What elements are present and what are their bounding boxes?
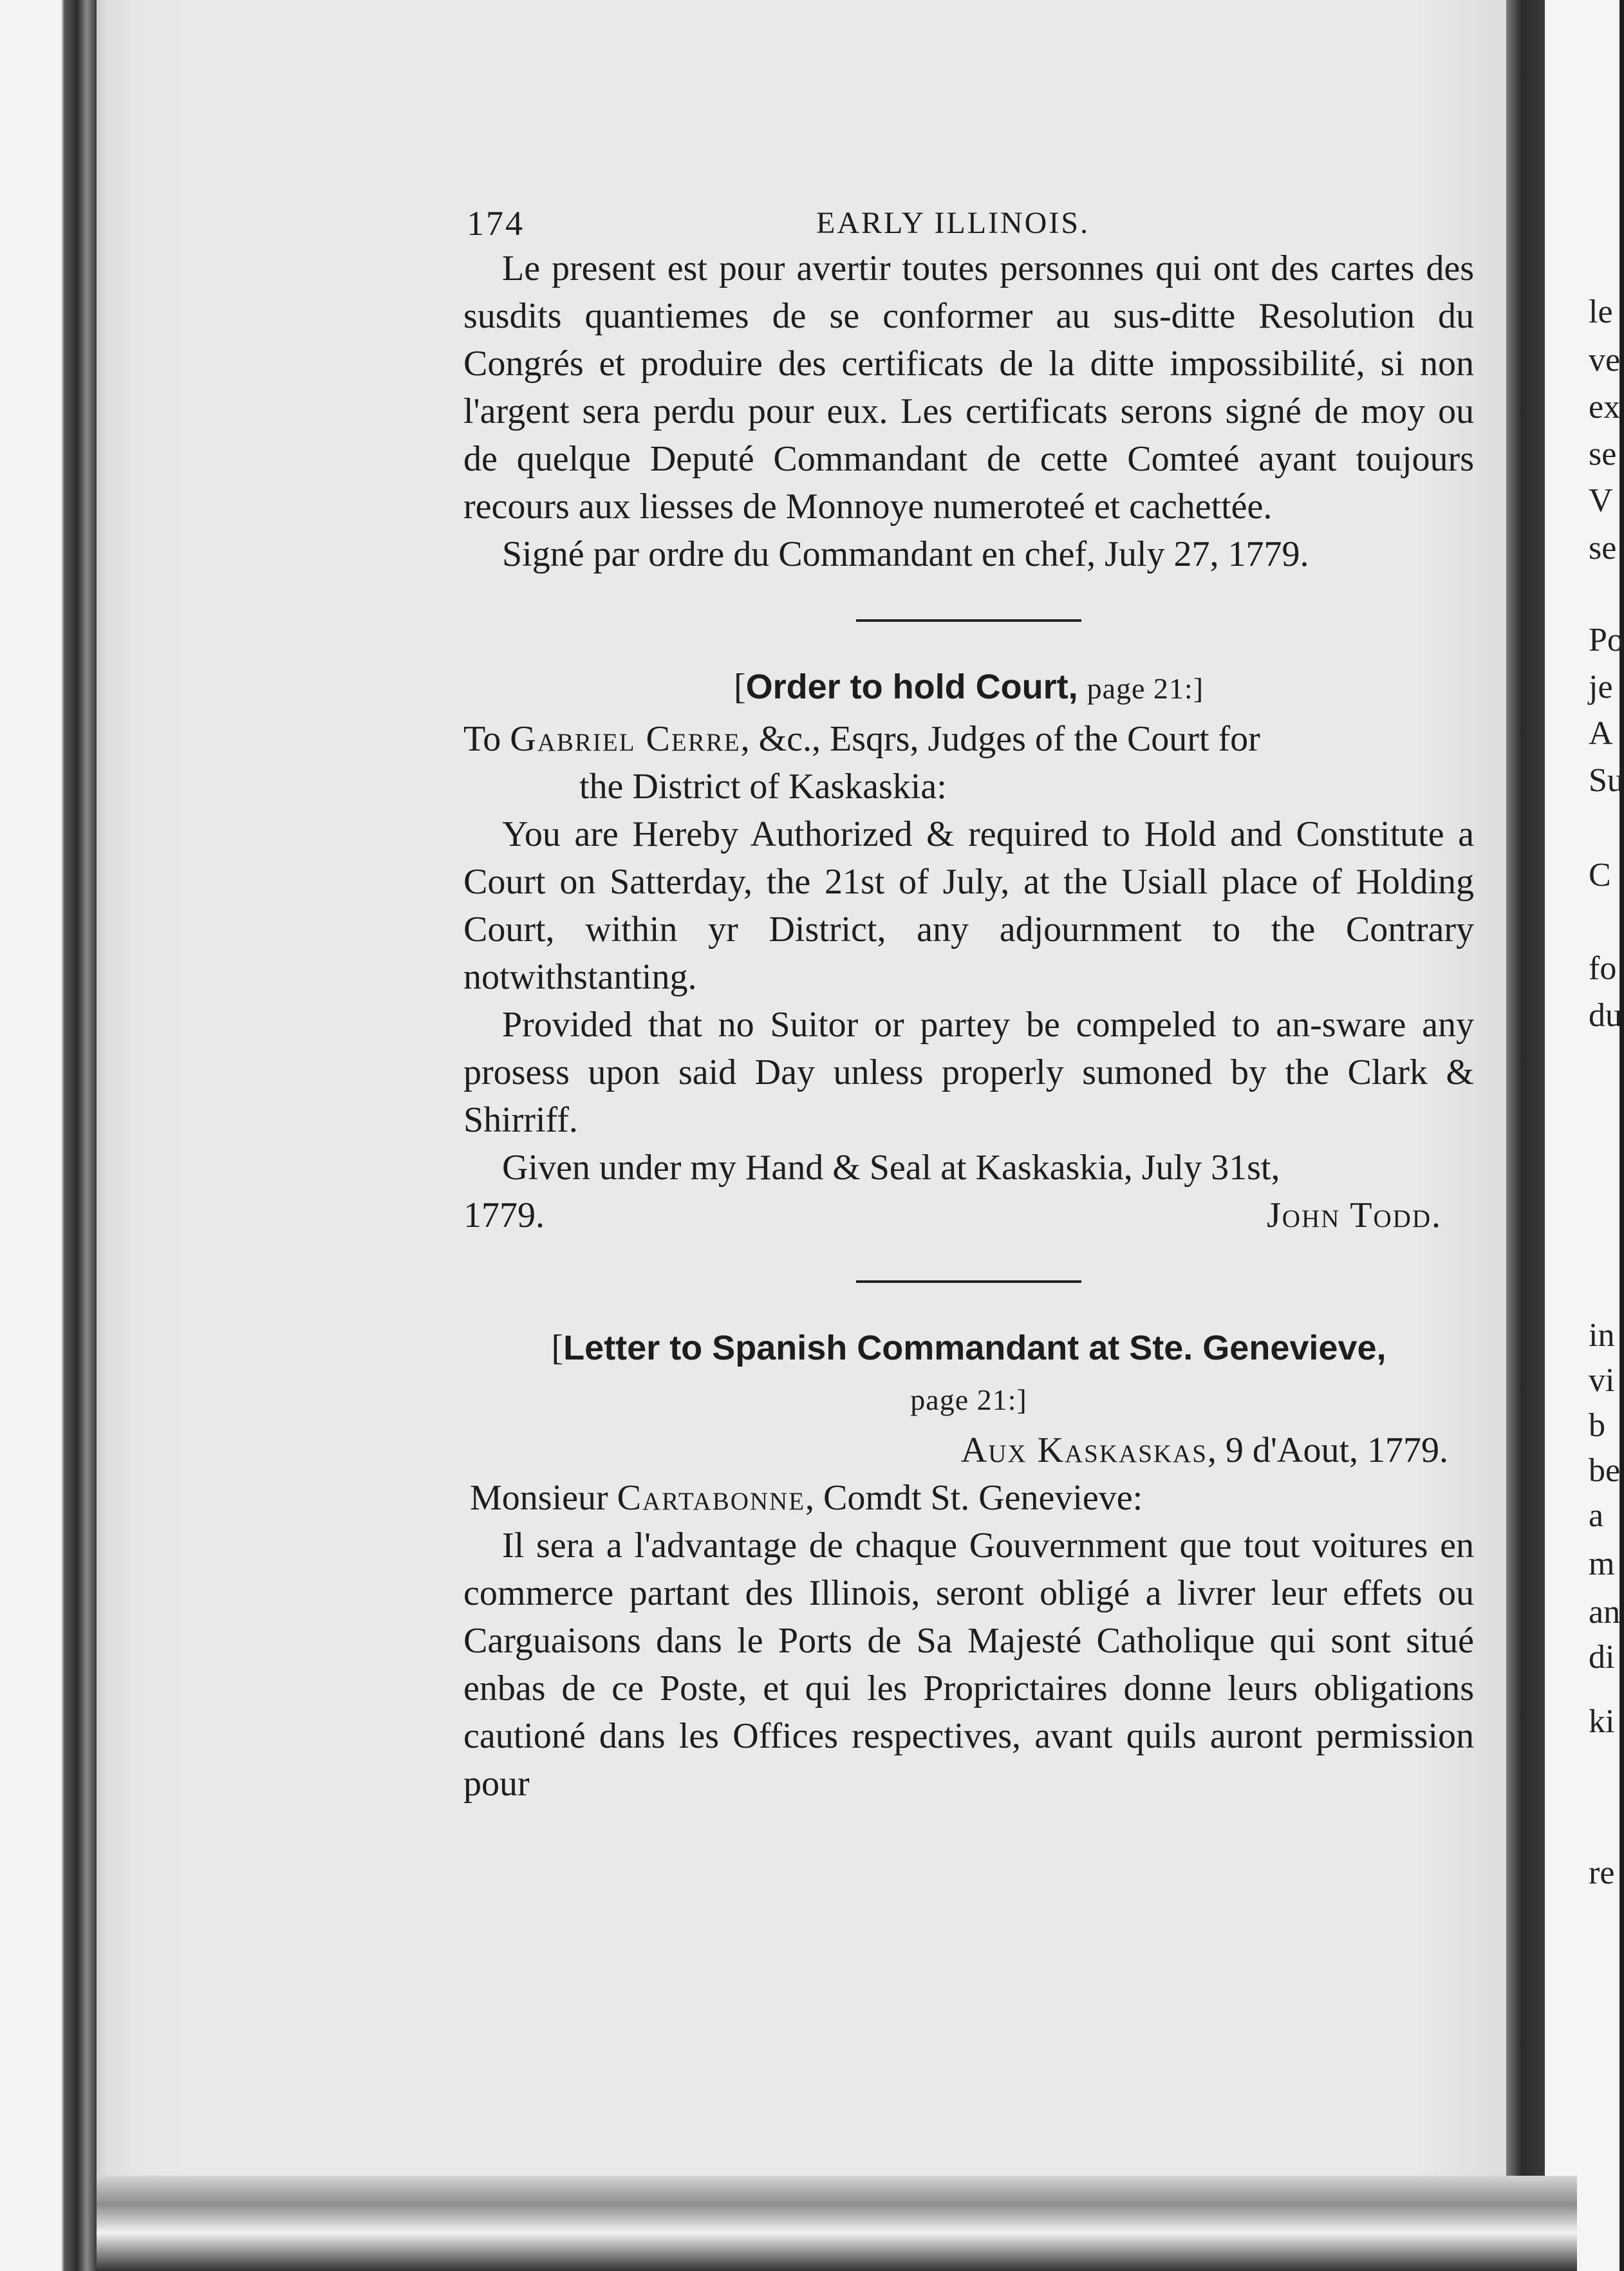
facing-fragment: V: [1589, 482, 1613, 519]
court-order-signature-row: [463, 1192, 1474, 1239]
proclamation-section: [463, 245, 1474, 578]
page-edge: [97, 0, 109, 2271]
court-order-district: the District of Kaskaskia:: [579, 767, 947, 807]
facing-fragment: se: [1589, 530, 1617, 566]
proclamation-signature: Signé par ordre du Commandant en chef, July 27, 1779.: [502, 534, 1309, 574]
court-order-page-ref: page 21:]: [1087, 672, 1204, 705]
court-order-paragraph: You are Hereby Authorized & required to Hold and Constitute a Court on Satterday, the 21st of July, at the Usiall place of Holding Court, within yr District, any adjournment to the Contrary notwithstanting.: [463, 814, 1474, 997]
facing-fragment: A: [1589, 715, 1613, 752]
facing-fragment: Po: [1589, 622, 1624, 659]
court-order-year: 1779.: [463, 1195, 545, 1235]
facing-fragment: di: [1589, 1639, 1615, 1676]
proclamation-paragraph: Le present est pour avertir toutes personnes qui ont des cartes des susdits quantiemes de se conformer au sus-ditte Resolution du Congrés et produire des certificats de la ditte impossibilité, si non l'argent sera perdu pour eux. Les certificats serons signé de moy ou de quelque Deputé Commandant de cette Comteé ayant toujours recours aux liesses de Monnoye numeroteé et cachettée.: [463, 248, 1474, 527]
page-content: [463, 187, 1474, 1808]
court-order-title: Order to hold Court,: [745, 668, 1078, 706]
section-divider: [856, 619, 1081, 622]
facing-fragment: in: [1589, 1317, 1615, 1354]
facing-fragment: vi: [1589, 1362, 1615, 1399]
letter-page-ref-line: [463, 1374, 1474, 1424]
letter-salutation: Monsieur Cartabonne, Comdt St. Genevieve:: [470, 1478, 1143, 1518]
facing-fragment: ki: [1589, 1703, 1615, 1740]
letter-title: Letter to Spanish Commandant at Ste. Genevieve,: [563, 1329, 1386, 1367]
facing-fragment: je: [1589, 669, 1613, 706]
court-order-heading: [Order to hold Court, page 21:]: [733, 667, 1204, 707]
facing-fragment: le: [1589, 294, 1613, 330]
letter-dateline: Aux Kaskaskas, 9 d'Aout, 1779.: [960, 1430, 1448, 1470]
facing-fragment: b: [1589, 1407, 1605, 1444]
spanish-letter-section: [463, 1324, 1474, 1808]
court-order-addressee: To Gabriel Cerre, &c., Esqrs, Judges of the Court for: [463, 719, 1260, 759]
facing-fragment: C: [1589, 857, 1611, 893]
facing-fragment: re: [1589, 1855, 1615, 1891]
court-order-signature: John Todd.: [1267, 1195, 1442, 1235]
binding-shadow: [0, 0, 97, 2271]
court-order-section: [463, 663, 1474, 1239]
book-gutter: [1506, 0, 1545, 2271]
letter-heading: [Letter to Spanish Commandant at Ste. Genevieve,: [551, 1328, 1386, 1368]
facing-fragment: a: [1589, 1497, 1604, 1534]
court-order-given: Given under my Hand & Seal at Kaskaskia, July 31st,: [502, 1148, 1280, 1188]
court-order-proviso: Provided that no Suitor or partey be compeled to an-sware any prosess upon said Day unless properly sumoned by the Clark & Shirriff.: [463, 1005, 1474, 1140]
running-title: EARLY ILLINOIS.: [816, 206, 1090, 240]
letter-paragraph: Il sera a l'advantage de chaque Gouvernment que tout voitures en commerce partant des Illinois, seront obligé a livrer leur effets ou Carguaisons dans le Ports de Sa Majesté Catholique qui sont situé enbas de ce Poste, et qui les Proprictaires donne leurs obligations cautioné dans les Offices respectives, avant quils auront permission pour: [463, 1526, 1474, 1804]
facing-fragment: be: [1589, 1452, 1621, 1489]
page-number: 174: [467, 204, 525, 243]
facing-fragment: m: [1589, 1546, 1615, 1582]
letter-page-ref: page 21:]: [910, 1383, 1027, 1416]
facing-fragment: fo: [1589, 950, 1617, 987]
facing-fragment: du: [1589, 997, 1622, 1034]
running-head: [463, 187, 1474, 245]
facing-fragment: se: [1589, 436, 1617, 472]
facing-fragment: ex: [1589, 389, 1621, 425]
facing-fragment: an: [1589, 1594, 1621, 1631]
facing-fragment: ve: [1589, 342, 1621, 378]
facing-fragment: Su: [1589, 762, 1624, 799]
page-bottom-edge: [97, 2176, 1577, 2271]
section-divider: [856, 1280, 1081, 1283]
